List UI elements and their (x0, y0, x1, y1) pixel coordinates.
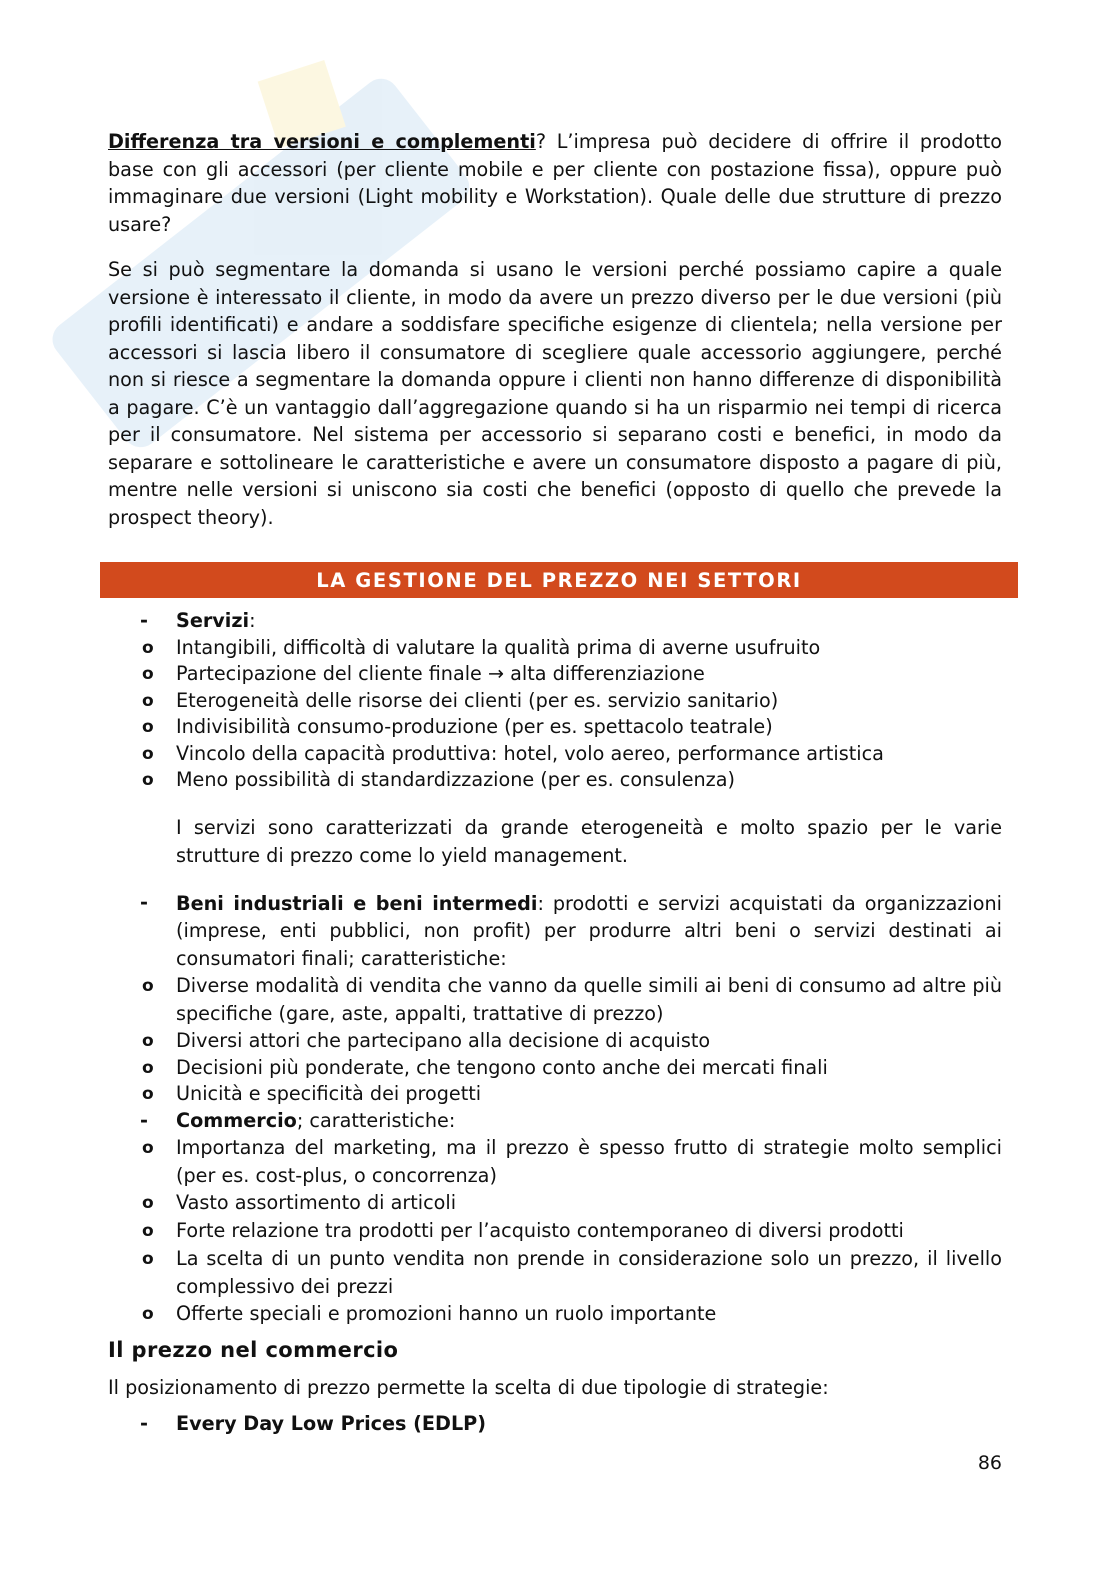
list-item-text: La scelta di un punto vendita non prende in considerazione solo un prezzo, il livello complessivo dei prezzi (176, 1246, 1002, 1298)
list-item-text: Vasto assortimento di articoli (176, 1191, 457, 1214)
section-banner: LA GESTIONE DEL PREZZO NEI SETTORI (100, 562, 1018, 598)
sector-description: : prodotti e servizi acquistati da organizzazioni (imprese, enti pubblici, non profit) per produrre altri beni o servizi destinati ai consumatori finali; caratteristiche: (176, 891, 1002, 970)
list-item (108, 661, 1002, 688)
circle-bullet-icon: o (142, 690, 154, 711)
sectors-list (108, 608, 1002, 1327)
dash-bullet: - (140, 1108, 148, 1132)
list-item-text: Importanza del marketing, ma il prezzo è spesso frutto di strategie molto semplici (per es. cost-plus, o concorrenza) (176, 1136, 1002, 1187)
servizi-subitems (108, 635, 1002, 794)
list-item-text: Indivisibilità consumo-produzione (per es. spettacolo teatrale) (176, 715, 773, 738)
list-item-text: Forte relazione tra prodotti per l’acquisto contemporaneo di diversi prodotti (176, 1218, 904, 1242)
list-item (108, 767, 1002, 794)
sector-title: Beni industriali e beni intermedi (176, 891, 538, 915)
circle-bullet-icon: o (142, 770, 154, 790)
list-item-text: Eterogeneità delle risorse dei clienti (per es. servizio sanitario) (176, 688, 779, 712)
list-item (108, 1028, 1002, 1055)
sector-servizi (108, 608, 1002, 635)
list-item (108, 1134, 1002, 1190)
circle-bullet-icon: o (142, 1193, 154, 1213)
circle-bullet-icon: o (142, 1248, 154, 1269)
section-heading: Il prezzo nel commercio (108, 1338, 399, 1362)
sector-title: Servizi (176, 609, 250, 632)
strategy-edlp (108, 1410, 1070, 1437)
sector-title: Commercio (176, 1108, 297, 1132)
list-item-text: Diverse modalità di vendita che vanno da quelle simili ai beni di consumo ad altre più specifiche (gare, aste, appalti, trattative di prezzo) (176, 974, 1002, 1025)
list-item-text: Diversi attori che partecipano alla decisione di acquisto (176, 1029, 711, 1052)
circle-bullet-icon: o (142, 1084, 154, 1104)
circle-bullet-icon: o (142, 637, 154, 658)
beni-subitems (108, 972, 1002, 1108)
strategy-title: Every Day Low Prices (EDLP) (176, 1412, 487, 1435)
page-number: 86 (977, 1452, 1002, 1474)
sector-title-suffix: : (249, 609, 256, 632)
list-item (108, 688, 1002, 715)
versions-vs-complements-paragraph (108, 128, 1002, 238)
dash-bullet: - (140, 890, 148, 914)
list-item (108, 714, 1002, 741)
list-item-text: Decisioni più ponderate, che tengono conto anche dei mercati finali (176, 1055, 828, 1079)
lead-term: Differenza tra versioni e complementi (108, 130, 536, 153)
circle-bullet-icon: o (142, 1303, 154, 1324)
list-item-text: Intangibili, difficoltà di valutare la qualità prima di averne usufruito (176, 635, 821, 659)
list-item-text: Unicità e specificità dei progetti (176, 1082, 482, 1105)
lead-rest: ? L’impresa può decidere di offrire il prodotto base con gli accessori (per cliente mobile e per cliente con postazione fissa), oppure può immaginare due versioni (Light mobility e Workstation). Quale delle due strutture di prezzo usare? (108, 130, 1002, 236)
intro-block (108, 128, 1002, 531)
sector-commercio (108, 1108, 1002, 1135)
list-item (108, 972, 1002, 1028)
dash-bullet: - (140, 609, 148, 632)
list-item-text: Offerte speciali e promozioni hanno un ruolo importante (176, 1301, 717, 1325)
section-intro: Il posizionamento di prezzo permette la scelta di due tipologie di strategie: (108, 1376, 829, 1399)
list-item-text: Meno possibilità di standardizzazione (per es. consulenza) (176, 768, 735, 791)
list-item (108, 1190, 1002, 1217)
sector-description: ; caratteristiche: (296, 1108, 456, 1132)
list-item-text: Vincolo della capacità produttiva: hotel, volo aereo, performance artistica (176, 741, 884, 765)
servizi-note: I servizi sono caratterizzati da grande eterogeneità e molto spazio per le varie strutture di prezzo come lo yield management. (176, 815, 1002, 867)
list-item (108, 1217, 1002, 1245)
list-item (108, 1245, 1002, 1301)
segmentation-paragraph: Se si può segmentare la domanda si usano le versioni perché possiamo capire a quale versione è interessato il cliente, in modo da avere un prezzo diverso per le due versioni (più profili identificati) e andare a soddisfare specifiche esigenze di clientela; nella versione per accessori si lascia libero il consumatore di scegliere quale accessorio aggiungere, perché non si riesce a segmentare la domanda oppure i clienti non hanno differenze di disponibilità a pagare. C’è un vantaggio dall’aggregazione quando si ha un risparmio nei tempi di ricerca per il consumatore. Nel sistema per accessorio si separano costi e benefici, in modo da separare e sottolineare le caratteristiche e avere un consumatore disposto a pagare di più, mentre nelle versioni si uniscono sia costi che benefici (opposto di quello che prevede la prospect theory). (108, 258, 1002, 529)
list-item (108, 741, 1002, 768)
circle-bullet-icon: o (142, 743, 154, 764)
circle-bullet-icon: o (142, 976, 154, 996)
circle-bullet-icon: o (142, 1220, 154, 1241)
list-item (108, 1301, 1002, 1328)
circle-bullet-icon: o (142, 1138, 154, 1158)
dash-bullet: - (140, 1412, 148, 1435)
sector-beni (108, 890, 1002, 973)
circle-bullet-icon: o (142, 1031, 154, 1051)
circle-bullet-icon: o (142, 717, 154, 737)
list-item-text: Partecipazione del cliente finale → alta differenziazione (176, 662, 705, 685)
list-item (108, 1081, 1002, 1108)
circle-bullet-icon: o (142, 664, 154, 684)
list-item (108, 635, 1002, 662)
list-item (108, 1055, 1002, 1082)
circle-bullet-icon: o (142, 1057, 154, 1078)
commercio-subitems (108, 1134, 1002, 1327)
